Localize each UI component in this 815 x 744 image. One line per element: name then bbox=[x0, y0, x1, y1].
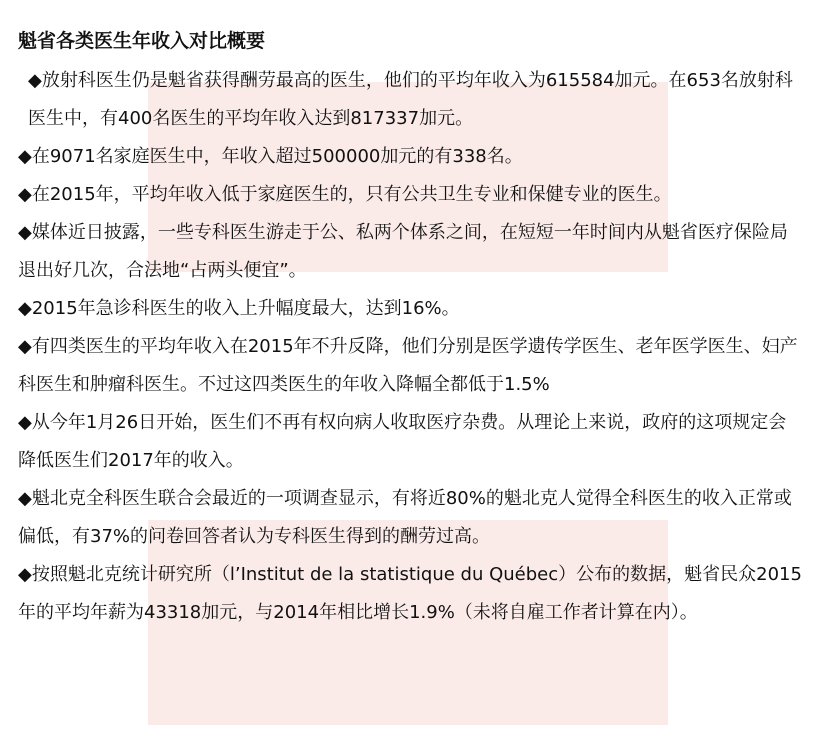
list-item-text: 有四类医生的平均年收入在2015年不升反降，他们分别是医学遗传学医生、老年医学医生、妇产科医生和肿瘤科医生。不过这四类医生的年收入降幅全都低于1.5% bbox=[18, 336, 798, 395]
list-item-text: 魁北克全科医生联合会最近的一项调查显示，有将近80%的魁北克人觉得全科医生的收入正常或偏低，有37%的问卷回答者认为专科医生得到的酬劳过高。 bbox=[18, 488, 792, 547]
bullet-icon: ◆ bbox=[18, 184, 32, 205]
bullet-icon: ◆ bbox=[18, 412, 32, 433]
article-body bbox=[18, 26, 803, 632]
article-title: 魁省各类医生年收入对比概要 bbox=[18, 30, 266, 52]
bullet-icon: ◆ bbox=[18, 146, 32, 167]
list-item-text: 在9071名家庭医生中，年收入超过500000加元的有338名。 bbox=[31, 146, 523, 167]
list-item-text: 放射科医生仍是魁省获得酬劳最高的医生，他们的平均年收入为615584加元。在653名放射科医生中，有400名医生的平均年收入达到817337加元。 bbox=[28, 70, 793, 129]
list-item bbox=[18, 328, 803, 404]
list-item-text: 从今年1月26日开始，医生们不再有权向病人收取医疗杂费。从理论上来说，政府的这项规定会降低医生们2017年的收入。 bbox=[18, 412, 787, 471]
list-item bbox=[18, 138, 803, 176]
list-item bbox=[18, 404, 803, 480]
list-item-text: 在2015年，平均年收入低于家庭医生的，只有公共卫生专业和保健专业的医生。 bbox=[31, 184, 672, 205]
list-item bbox=[18, 214, 803, 290]
list-item bbox=[18, 556, 803, 632]
bullet-icon: ◆ bbox=[18, 488, 32, 509]
list-item bbox=[18, 62, 803, 138]
list-item bbox=[18, 480, 803, 556]
bullet-icon: ◆ bbox=[18, 336, 32, 357]
list-item bbox=[18, 290, 803, 328]
bullet-icon: ◆ bbox=[18, 222, 32, 243]
list-item bbox=[18, 176, 803, 214]
list-item-text: 媒体近日披露，一些专科医生游走于公、私两个体系之间，在短短一年时间内从魁省医疗保险局退出好几次，合法地“占两头便宜”。 bbox=[18, 222, 788, 281]
bullet-icon: ◆ bbox=[28, 70, 42, 91]
list-item-text: 2015年急诊科医生的收入上升幅度最大，达到16%。 bbox=[31, 298, 460, 319]
bullet-icon: ◆ bbox=[18, 298, 32, 319]
list-item-text: 按照魁北克统计研究所（l’Institut de la statistique du Québec）公布的数据，魁省民众2015年的平均年薪为43318加元，与2014年相比增长1.9%（未将自雇工作者计算在内）。 bbox=[18, 564, 802, 623]
bullet-icon: ◆ bbox=[18, 564, 32, 585]
